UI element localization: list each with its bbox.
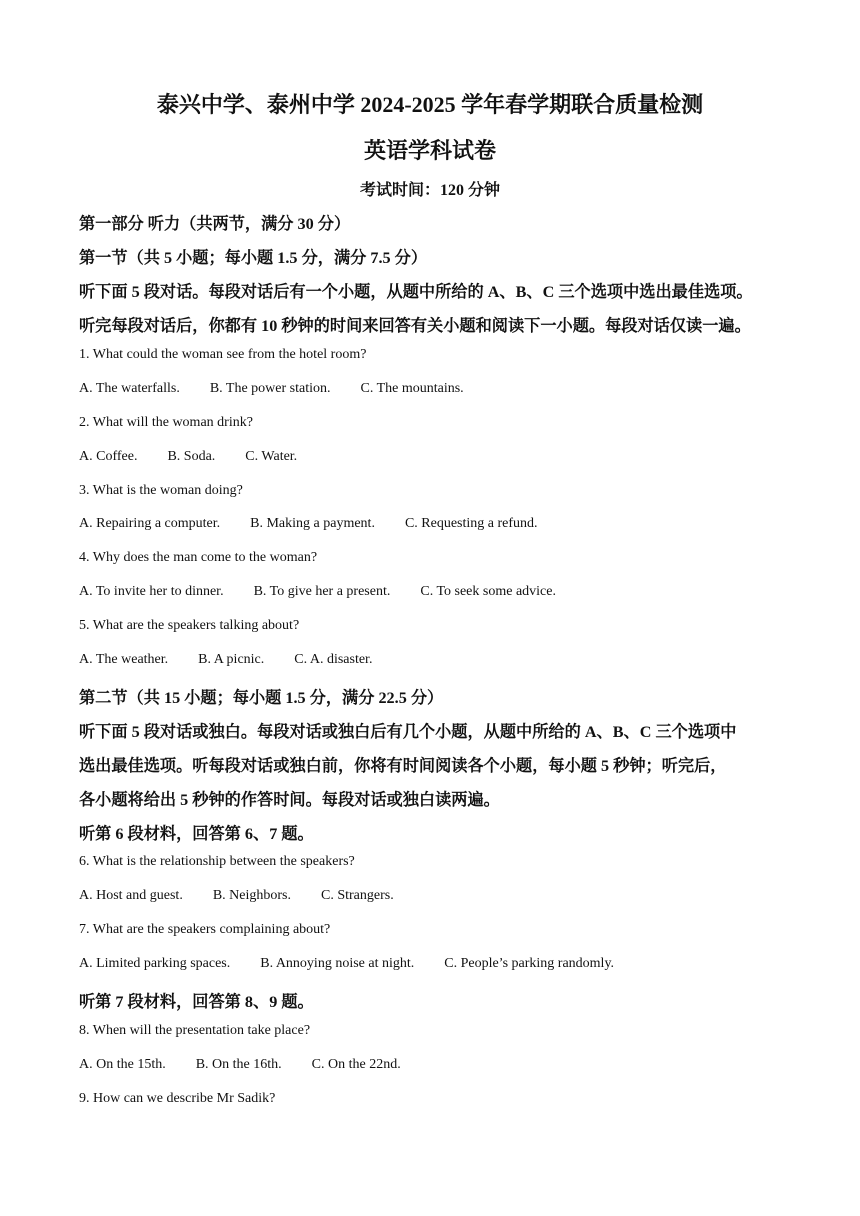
option-b: B. Soda. — [167, 449, 216, 464]
question-stem: 1. What could the woman see from the hotel room? — [79, 347, 367, 362]
option-a: A. On the 15th. — [79, 1057, 166, 1072]
question-stem: 6. What is the relationship between the speakers? — [79, 854, 355, 869]
exam-time: 考试时间：120 分钟 — [359, 182, 500, 199]
option-b: B. On the 16th. — [195, 1057, 282, 1072]
part1-heading: 第一部分 听力（共两节，满分 30 分） — [79, 215, 351, 233]
question-stem: 2. What will the woman drink? — [79, 415, 253, 430]
option-c: C. To seek some advice. — [420, 584, 556, 599]
section2-heading: 第二节（共 15 小题；每小题 1.5 分，满分 22.5 分） — [79, 689, 444, 707]
option-a: A. To invite her to dinner. — [79, 584, 224, 599]
section2-instruction-1: 听下面 5 段对话或独白。每段对话或独白后有几个小题，从题中所给的 A、B、C 三个选项中 — [79, 723, 737, 741]
question-options — [79, 956, 614, 972]
question-options — [79, 584, 556, 600]
option-a: A. The weather. — [79, 652, 169, 667]
question-options — [79, 449, 297, 465]
question-stem: 3. What is the woman doing? — [79, 483, 243, 498]
option-c: C. People’s parking randomly. — [444, 956, 615, 971]
option-b: B. The power station. — [209, 381, 331, 396]
material7-heading: 听第 7 段材料，回答第 8、9 题。 — [79, 993, 314, 1011]
option-c: C. Strangers. — [321, 888, 394, 903]
question-options — [79, 381, 464, 397]
question-stem: 8. When will the presentation take place? — [79, 1023, 311, 1038]
section2-instruction-2: 选出最佳选项。听每段对话或独白前，你将有时间阅读各个小题，每小题 5 秒钟；听完后， — [79, 757, 727, 775]
question-options — [79, 888, 394, 904]
option-b: B. A picnic. — [198, 652, 265, 667]
option-b: B. Making a payment. — [250, 516, 375, 531]
material6-heading: 听第 6 段材料，回答第 6、7 题。 — [79, 825, 314, 843]
question-options — [79, 652, 372, 668]
option-b: B. Neighbors. — [212, 888, 291, 903]
exam-title: 泰兴中学、泰州中学 2024-2025 学年春学期联合质量检测 — [156, 92, 704, 117]
option-b: B. To give her a present. — [253, 584, 391, 599]
option-a: A. The waterfalls. — [79, 381, 180, 396]
section1-instruction-2: 听完每段对话后，你都有 10 秒钟的时间来回答有关小题和阅读下一小题。每段对话仅读一遍。 — [79, 317, 751, 335]
option-c: C. Requesting a refund. — [404, 516, 538, 531]
option-c: C. A. disaster. — [294, 652, 373, 667]
section1-heading: 第一节（共 5 小题；每小题 1.5 分，满分 7.5 分） — [79, 249, 428, 267]
option-a: A. Limited parking spaces. — [79, 956, 231, 971]
option-a: A. Host and guest. — [79, 888, 183, 903]
question-stem: 5. What are the speakers talking about? — [79, 618, 300, 633]
question-stem: 9. How can we describe Mr Sadik? — [79, 1091, 276, 1106]
section2-instruction-3: 各小题将给出 5 秒钟的作答时间。每段对话或独白读两遍。 — [79, 791, 500, 809]
option-c: C. The mountains. — [360, 381, 464, 396]
section1-instruction-1: 听下面 5 段对话。每段对话后有一个小题，从题中所给的 A、B、C 三个选项中选出最佳选项。 — [79, 283, 753, 301]
question-options — [79, 1057, 401, 1073]
option-c: C. On the 22nd. — [311, 1057, 401, 1072]
question-stem: 4. Why does the man come to the woman? — [79, 550, 318, 565]
option-c: C. Water. — [245, 449, 298, 464]
option-b: B. Annoying noise at night. — [260, 956, 415, 971]
question-stem: 7. What are the speakers complaining about? — [79, 922, 331, 937]
subject-title: 英语学科试卷 — [363, 138, 496, 163]
option-a: A. Coffee. — [79, 449, 138, 464]
question-options — [79, 516, 538, 532]
option-a: A. Repairing a computer. — [79, 516, 221, 531]
